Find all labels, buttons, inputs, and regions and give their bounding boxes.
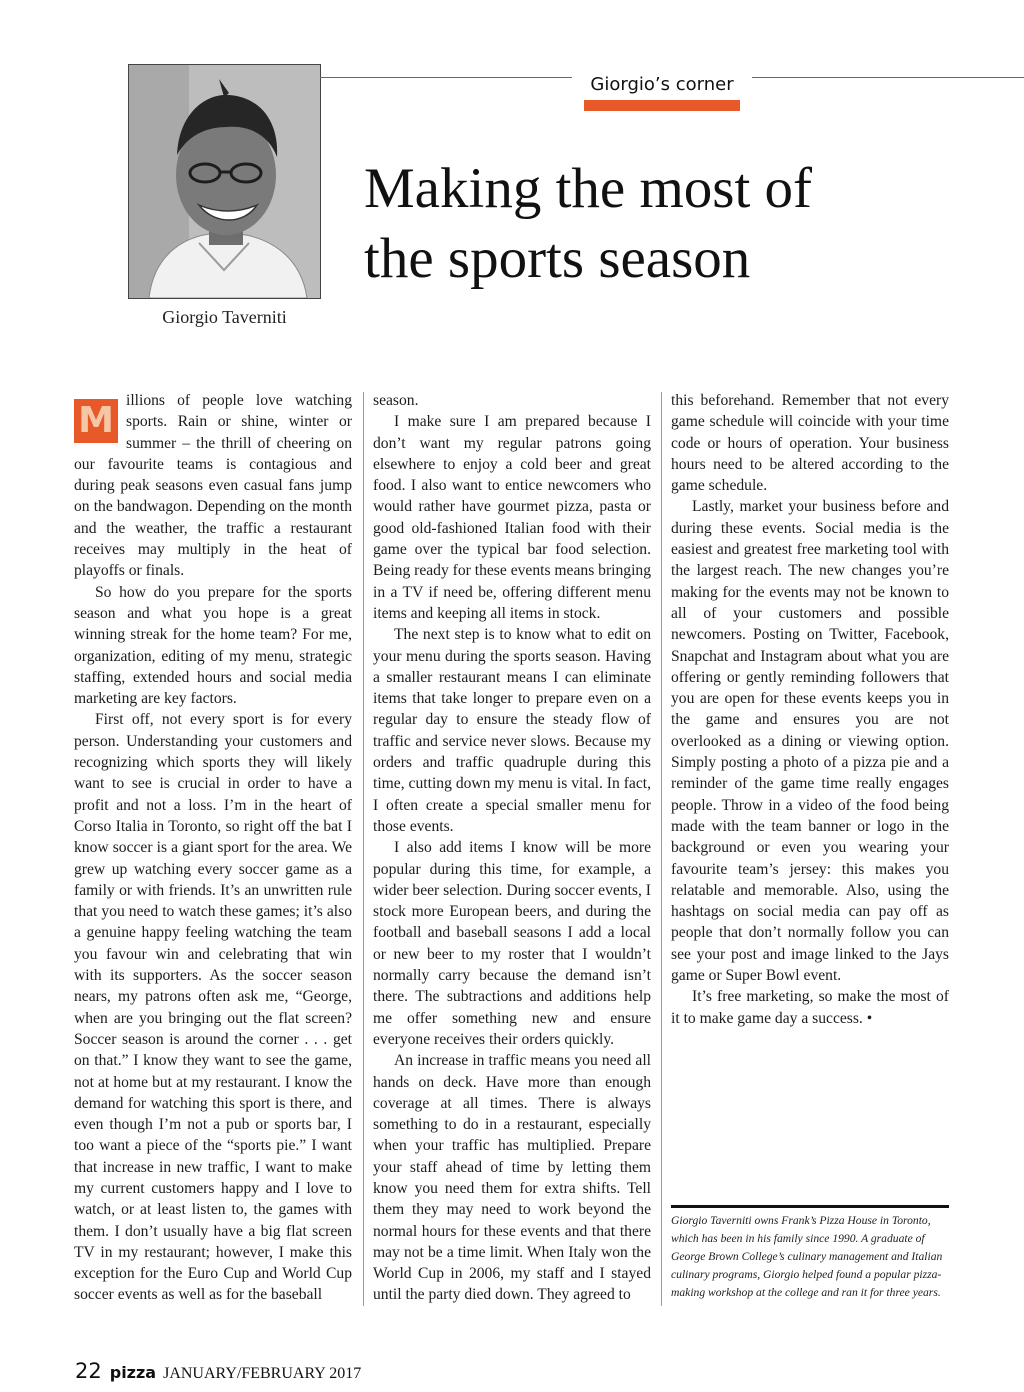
article-paragraph-continued: season. (373, 392, 419, 409)
section-label: Giorgio’s corner (590, 74, 734, 95)
article-headline (364, 154, 984, 294)
header-rule-right (752, 77, 1024, 78)
article-paragraph: Lastly, market your business before and during these events. Social media is the easiest and greatest free marketing tool with the largest reach. The new changes you’re making for the events may not be known to all of your customers and possible newcomers. Posting on Twitter, Facebook, Snapchat and Instagram about what you are offering or gently reminding followers that you are open for these events keeps you in the game and ensures you are not overlooked as a dining or viewing option. Simply posting a photo of a pizza pie and a reminder of the game time really engages people. Throw in a video of the food being made with the team banner or logo in the background or even you wearing your favourite team’s jersey: this makes you relatable and memorable. Also, using the hashtags on social media can pay off as people that don’t normally follow you can see your post and image linked to the Jays game or Super Bowl event. (671, 498, 949, 985)
article-paragraph-continued: this beforehand. Remember that not every game schedule will coincide with your time code or hours of operation. Your business hours need to be altered according to the game schedule. (671, 392, 949, 495)
article-paragraph: So how do you prepare for the sports season and what you hope is a great winning streak for the home team? For me, organization, editing of my menu, strategic staffing, extended hours and social media marketing are key factors. (74, 583, 352, 708)
header-rule-left (320, 77, 572, 78)
article-column-3 (671, 390, 949, 1029)
paragraph-text: illions of people love watching sports. Rain or shine, winter or summer – the thrill of cheering on our favourite teams is contagious and during peak seasons even casual fans jump on the bandwagon. Depending on the month and the weather, the traffic a restaurant receives may multiply in the heat of playoffs or finals. (74, 392, 352, 580)
author-photo (128, 64, 321, 299)
author-portrait-image (129, 65, 320, 298)
article-paragraph (74, 390, 352, 582)
article-paragraph: The next step is to know what to edit on your menu during the sports season. Having a smaller restaurant means I can eliminate items that take longer to prepare even on a regular day to ensure the steady flow of traffic and service never slows. Because my orders and traffic quadruple during this time, cutting down my menu is vital. In fact, I often create a special smaller menu for those events. (373, 626, 651, 835)
bio-rule (671, 1205, 949, 1208)
magazine-name: pizza (109, 1363, 157, 1382)
column-divider-2 (661, 392, 662, 1306)
drop-cap: M (74, 399, 118, 443)
author-caption: Giorgio Taverniti (162, 307, 287, 327)
issue-date: JANUARY/FEBRUARY 2017 (163, 1365, 362, 1382)
headline-line-2: the sports season (364, 227, 751, 290)
column-divider-1 (363, 392, 364, 1306)
article-paragraph: I also add items I know will be more popular during this time, for example, a wider beer selection. During soccer events, I stock more European beers, and during the football and baseball seasons I add a local or new beer to my roster that I wouldn’t normally carry because the demand isn’t there. The subtractions and additions help me offer something new and ensure everyone receives their orders quickly. (373, 839, 651, 1048)
article-paragraph: An increase in traffic means you need all hands on deck. Have more than enough coverage at all times. There is always something to do in a restaurant, especially when your traffic has multiplied. Prepare your staff ahead of time by letting them know you need them for extra shifts. Tell them they may need to work beyond the normal hours for these events and that there may not be a time limit. When Italy won the World Cup in 2006, my staff and I stayed until the party died down. They agreed to (373, 1052, 651, 1304)
author-bio: Giorgio Taverniti owns Frank’s Pizza House in Toronto, which has been in his family since 1990. A graduate of George Brown College’s culinary management and Italian culinary programs, Giorgio helped found a popular pizza-making workshop at the college and ran it for three years. (671, 1214, 943, 1299)
article-paragraph: I make sure I am prepared because I don’t want my regular patrons going elsewhere to enjoy a cold beer and great food. I also want to entice newcomers who would rather have gourmet pizza, pasta or good old-fashioned Italian food with their game over the typical bar food selection. Being ready for these events means bringing in a TV if need be, offering different menu items and keeping all items in stock. (373, 413, 652, 622)
page-number: 22 (75, 1359, 102, 1383)
article-paragraph: It’s free marketing, so make the most of it to make game day a success. • (671, 988, 949, 1027)
section-accent-bar (584, 100, 740, 111)
article-column-2 (373, 390, 651, 1306)
page-footer (75, 1359, 361, 1383)
headline-line-1: Making the most of (364, 157, 813, 220)
article-column-1 (74, 390, 352, 1306)
article-paragraph: First off, not every sport is for every person. Understanding your customers and recognizing which sports they will likely want to see is crucial in order to have a profit and not a loss. I’m in the heart of Corso Italia in Toronto, so right off the bat I know soccer is a giant sport for the area. We grew up watching every soccer game as a family or with friends. It’s an unwritten rule that you need to watch these games; it’s also a genuine happy feeling watching the team you favour win and celebrating that win with its supporters. As the soccer season nears, my patrons often ask me, “George, when are you bringing out the flat screen? Soccer season is around the corner . . . get on that.” I know they want to see the game, not at home but at my restaurant. I know the demand for watching this sport is there, and even though I’m not a pub or sports bar, I too want a piece of the “sports pie.” I want that increase in new traffic, I want to make my current customers happy and I love to watch, or at least listen to, the games with them. I don’t usually have a big flat screen TV in my restaurant; however, I make this exception for the Euro Cup and World Cup soccer events as well as for the baseball (74, 711, 352, 1304)
